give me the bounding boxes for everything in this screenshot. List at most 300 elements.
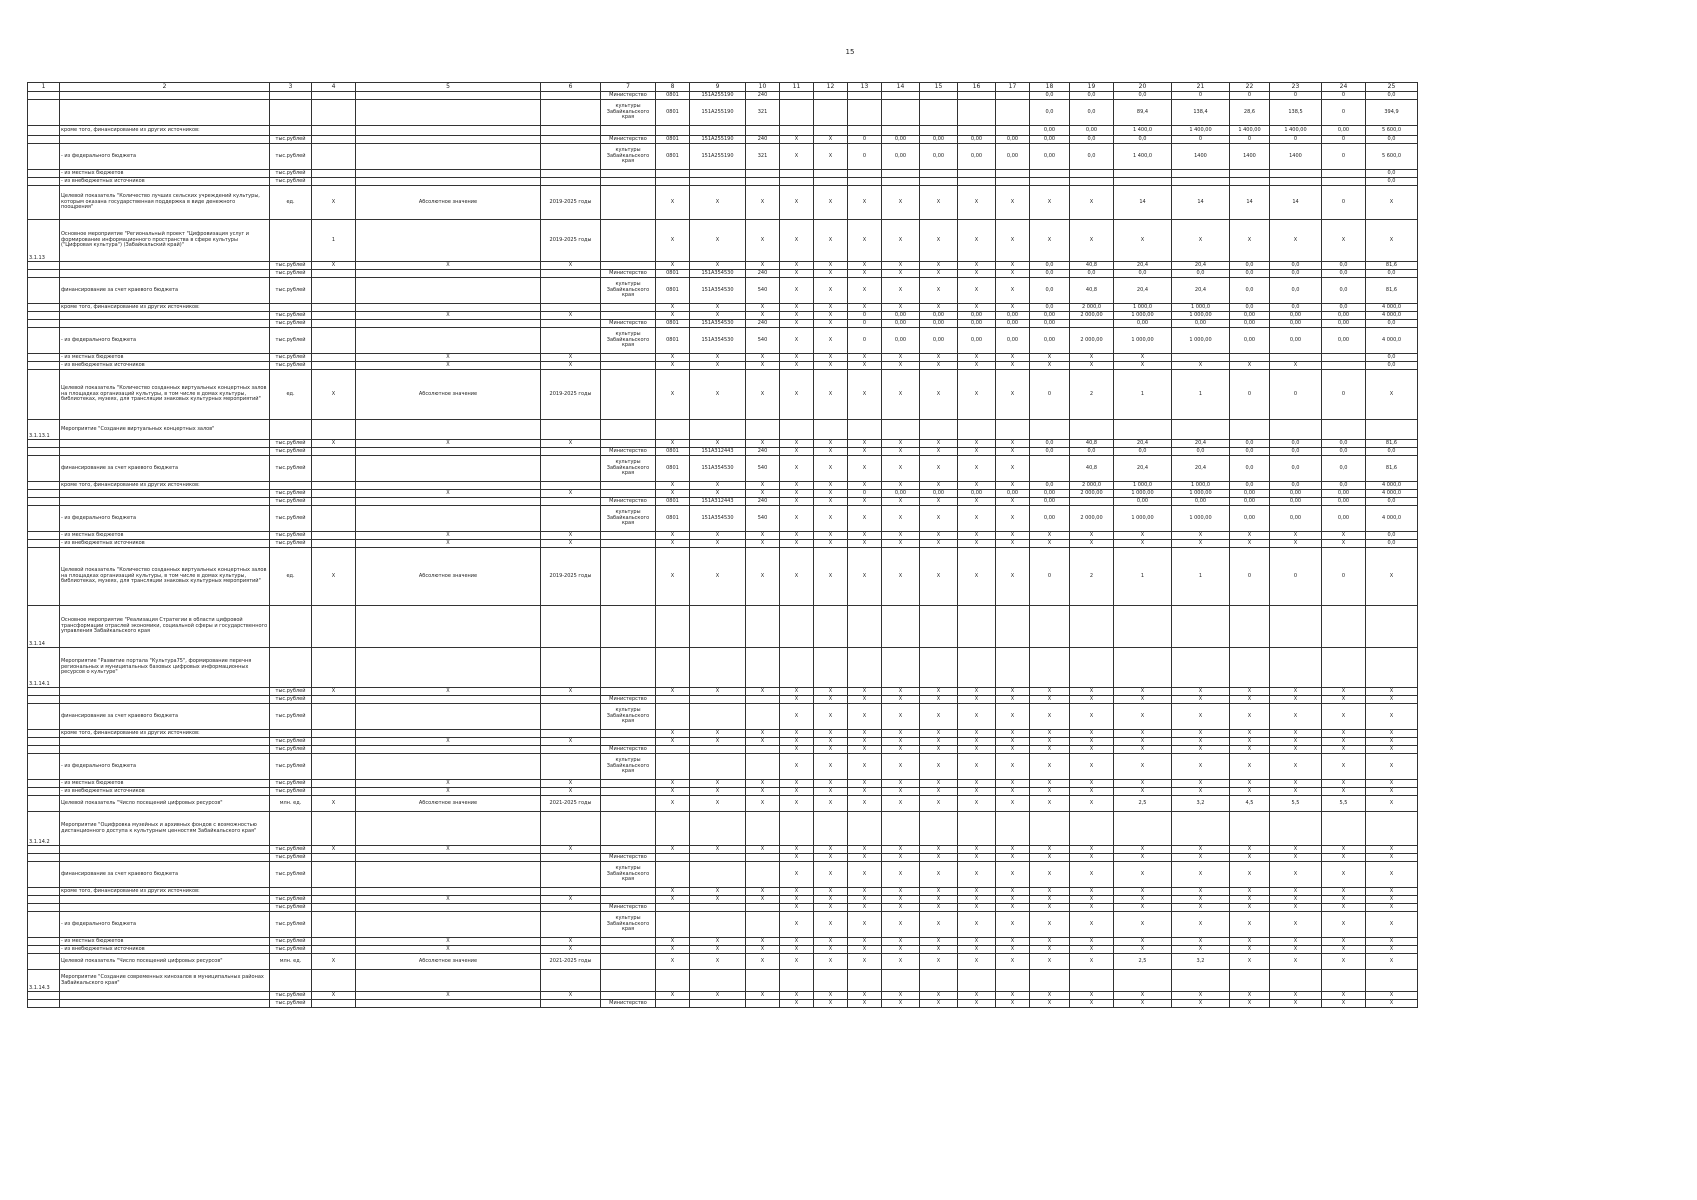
table-cell-col-5: Абсолютное значение [356, 954, 541, 970]
table-cell-col-6 [541, 854, 601, 862]
table-cell-col-6 [541, 904, 601, 912]
table-cell-col-14: Х [882, 754, 920, 780]
table-cell-col-13: Х [848, 498, 882, 506]
table-cell-col-8: Х [656, 548, 690, 606]
table-cell-col-2: - из федерального бюджета [60, 506, 270, 532]
table-cell-col-18: 0,00 [1030, 312, 1070, 320]
table-row [28, 846, 1418, 854]
table-row [28, 1000, 1418, 1008]
table-cell-col-12: Х [814, 738, 848, 746]
table-cell-col-23 [1270, 812, 1322, 846]
table-cell-col-21: Х [1172, 754, 1230, 780]
table-cell-col-1: 3.1.14.2 [28, 812, 60, 846]
table-cell-col-14: 0,00 [882, 312, 920, 320]
table-cell-col-15 [920, 126, 958, 136]
table-cell-col-10: Х [746, 312, 780, 320]
table-cell-col-12: Х [814, 992, 848, 1000]
table-cell-col-6: 2019-2025 годы [541, 220, 601, 262]
table-cell-col-6 [541, 100, 601, 126]
table-cell-col-3: тыс.рублей [270, 704, 312, 730]
table-cell-col-2: - из местных бюджетов [60, 354, 270, 362]
table-cell-col-3 [270, 648, 312, 688]
table-cell-col-5 [356, 506, 541, 532]
table-cell-col-6: 2019-2025 годы [541, 186, 601, 220]
table-cell-col-10: 321 [746, 100, 780, 126]
table-cell-col-15: Х [920, 696, 958, 704]
table-cell-col-2: Мероприятие "Создание современных кинозалов в муниципальных районах Забайкальского края" [60, 970, 270, 992]
table-cell-col-18: 0,0 [1030, 262, 1070, 270]
table-cell-col-3: тыс.рублей [270, 788, 312, 796]
table-cell-col-7 [601, 312, 656, 320]
table-cell-col-6: Х [541, 946, 601, 954]
table-cell-col-21: 1400 [1172, 144, 1230, 170]
table-cell-col-14: Х [882, 780, 920, 788]
table-cell-col-19 [1070, 170, 1114, 178]
table-cell-col-6 [541, 862, 601, 888]
table-cell-col-18: 0,0 [1030, 278, 1070, 304]
table-cell-col-20: Х [1114, 896, 1172, 904]
table-cell-col-13: Х [848, 456, 882, 482]
table-cell-col-5 [356, 754, 541, 780]
table-cell-col-21: 1 400,00 [1172, 126, 1230, 136]
table-cell-col-21: 0,0 [1172, 270, 1230, 278]
table-cell-col-21: Х [1172, 788, 1230, 796]
table-cell-col-25: Х [1366, 938, 1418, 946]
table-row [28, 954, 1418, 970]
table-cell-col-6 [541, 498, 601, 506]
table-cell-col-17: Х [996, 738, 1030, 746]
table-cell-col-22: Х [1230, 780, 1270, 788]
table-cell-col-10 [746, 1000, 780, 1008]
table-cell-col-15: Х [920, 354, 958, 362]
table-cell-col-1 [28, 186, 60, 220]
table-cell-col-23: 0,00 [1270, 490, 1322, 498]
table-cell-col-13: Х [848, 854, 882, 862]
table-cell-col-20: Х [1114, 854, 1172, 862]
table-cell-col-3: тыс.рублей [270, 696, 312, 704]
table-cell-col-12: Х [814, 506, 848, 532]
table-cell-col-5 [356, 278, 541, 304]
table-cell-col-23: Х [1270, 888, 1322, 896]
table-cell-col-13 [848, 170, 882, 178]
table-cell-col-6: Х [541, 788, 601, 796]
table-cell-col-20: 20,4 [1114, 440, 1172, 448]
table-cell-col-19: Х [1070, 754, 1114, 780]
table-cell-col-21: Х [1172, 540, 1230, 548]
table-cell-col-18: 0,0 [1030, 448, 1070, 456]
table-cell-col-20: Х [1114, 540, 1172, 548]
table-cell-col-6 [541, 888, 601, 896]
table-cell-col-1 [28, 730, 60, 738]
table-cell-col-4 [312, 170, 356, 178]
table-cell-col-9 [690, 754, 746, 780]
table-cell-col-16: Х [958, 262, 996, 270]
table-cell-col-5 [356, 92, 541, 100]
table-cell-col-22 [1230, 648, 1270, 688]
table-cell-col-9 [690, 862, 746, 888]
table-cell-col-25: 0,0 [1366, 92, 1418, 100]
table-cell-col-1: 3.1.14.3 [28, 970, 60, 992]
table-cell-col-21: Х [1172, 730, 1230, 738]
table-cell-col-10: 540 [746, 328, 780, 354]
table-cell-col-7 [601, 178, 656, 186]
table-cell-col-9: Х [690, 688, 746, 696]
table-cell-col-23: 1400 [1270, 144, 1322, 170]
table-cell-col-5 [356, 730, 541, 738]
table-cell-col-12: Х [814, 328, 848, 354]
table-cell-col-16: Х [958, 448, 996, 456]
table-cell-col-1 [28, 498, 60, 506]
table-cell-col-4 [312, 746, 356, 754]
table-cell-col-16: 0,00 [958, 320, 996, 328]
table-cell-col-8: 0801 [656, 448, 690, 456]
table-cell-col-16 [958, 170, 996, 178]
table-cell-col-19: 40,8 [1070, 440, 1114, 448]
table-cell-col-2: - из федерального бюджета [60, 328, 270, 354]
table-cell-col-8: Х [656, 796, 690, 812]
header-row [28, 83, 1418, 92]
table-cell-col-17: 0,00 [996, 320, 1030, 328]
table-cell-col-18 [1030, 970, 1070, 992]
column-header-1: 1 [28, 83, 60, 92]
table-cell-col-13: Х [848, 540, 882, 548]
table-cell-col-2 [60, 904, 270, 912]
table-cell-col-2: финансирование за счет краевого бюджета [60, 456, 270, 482]
table-cell-col-20: 0,00 [1114, 498, 1172, 506]
table-cell-col-7: культуры Забайкальского края [601, 862, 656, 888]
table-cell-col-3: тыс.рублей [270, 136, 312, 144]
table-cell-col-8: 0801 [656, 270, 690, 278]
table-cell-col-18: Х [1030, 532, 1070, 540]
table-cell-col-17 [996, 812, 1030, 846]
table-cell-col-13: Х [848, 992, 882, 1000]
table-cell-col-11 [780, 126, 814, 136]
table-cell-col-25: Х [1366, 754, 1418, 780]
table-cell-col-21: 1 000,00 [1172, 490, 1230, 498]
table-cell-col-11: Х [780, 312, 814, 320]
table-cell-col-6 [541, 746, 601, 754]
table-cell-col-4 [312, 532, 356, 540]
table-cell-col-5: Х [356, 440, 541, 448]
table-cell-col-10 [746, 912, 780, 938]
table-cell-col-1 [28, 92, 60, 100]
table-cell-col-19: 40,8 [1070, 278, 1114, 304]
table-cell-col-15: Х [920, 730, 958, 738]
table-cell-col-20: Х [1114, 362, 1172, 370]
table-cell-col-13: Х [848, 262, 882, 270]
table-cell-col-13: 0 [848, 490, 882, 498]
table-cell-col-15: Х [920, 262, 958, 270]
table-cell-col-5 [356, 320, 541, 328]
table-cell-col-14: Х [882, 440, 920, 448]
table-cell-col-23 [1270, 420, 1322, 440]
table-cell-col-24: Х [1322, 738, 1366, 746]
table-cell-col-18: Х [1030, 688, 1070, 696]
table-cell-col-15: Х [920, 220, 958, 262]
table-cell-col-15: Х [920, 888, 958, 896]
table-cell-col-9: 151А255190 [690, 92, 746, 100]
table-cell-col-10: Х [746, 992, 780, 1000]
table-cell-col-7 [601, 186, 656, 220]
table-cell-col-2 [60, 854, 270, 862]
table-cell-col-18: 0,00 [1030, 498, 1070, 506]
table-cell-col-24 [1322, 170, 1366, 178]
table-cell-col-8: 0801 [656, 136, 690, 144]
table-cell-col-22: Х [1230, 362, 1270, 370]
table-cell-col-11 [780, 92, 814, 100]
table-cell-col-12: Х [814, 540, 848, 548]
table-cell-col-15: Х [920, 862, 958, 888]
table-cell-col-3 [270, 970, 312, 992]
table-cell-col-19: Х [1070, 746, 1114, 754]
table-cell-col-3: тыс.рублей [270, 1000, 312, 1008]
table-row [28, 704, 1418, 730]
table-cell-col-11: Х [780, 136, 814, 144]
table-cell-col-7: Министерство [601, 746, 656, 754]
table-cell-col-2 [60, 696, 270, 704]
table-cell-col-11: Х [780, 304, 814, 312]
table-cell-col-15: Х [920, 938, 958, 946]
table-cell-col-9 [690, 420, 746, 440]
table-cell-col-8: Х [656, 312, 690, 320]
table-cell-col-24: Х [1322, 862, 1366, 888]
table-cell-col-4: Х [312, 796, 356, 812]
table-cell-col-8 [656, 126, 690, 136]
table-cell-col-3: ед. [270, 186, 312, 220]
table-cell-col-3: тыс.рублей [270, 946, 312, 954]
table-cell-col-22: Х [1230, 912, 1270, 938]
table-cell-col-13 [848, 606, 882, 648]
table-cell-col-11: Х [780, 992, 814, 1000]
table-cell-col-11 [780, 178, 814, 186]
table-cell-col-6: 2021-2025 годы [541, 954, 601, 970]
table-cell-col-6 [541, 92, 601, 100]
table-cell-col-22: Х [1230, 704, 1270, 730]
table-row [28, 420, 1418, 440]
table-cell-col-25: 0,0 [1366, 178, 1418, 186]
table-cell-col-20: Х [1114, 912, 1172, 938]
table-cell-col-23: 0,0 [1270, 278, 1322, 304]
table-cell-col-9: Х [690, 788, 746, 796]
table-cell-col-13: Х [848, 946, 882, 954]
table-cell-col-18: Х [1030, 730, 1070, 738]
table-cell-col-4 [312, 704, 356, 730]
table-cell-col-15: Х [920, 498, 958, 506]
table-row [28, 490, 1418, 498]
table-cell-col-14: 0,00 [882, 328, 920, 354]
table-cell-col-4 [312, 696, 356, 704]
table-cell-col-20: 89,4 [1114, 100, 1172, 126]
table-cell-col-4: Х [312, 440, 356, 448]
table-cell-col-22: 0,0 [1230, 482, 1270, 490]
table-cell-col-21: 138,4 [1172, 100, 1230, 126]
table-cell-col-2: Основное мероприятие "Региональный проект "Цифровизация услуг и формирование информационного пространства в сфере культуры ("Цифровая культура") (Забайкальский край)" [60, 220, 270, 262]
table-cell-col-9 [690, 854, 746, 862]
table-cell-col-5: Х [356, 312, 541, 320]
table-cell-col-7: культуры Забайкальского края [601, 100, 656, 126]
table-cell-col-11: Х [780, 186, 814, 220]
table-cell-col-14: Х [882, 548, 920, 606]
table-cell-col-2 [60, 490, 270, 498]
table-cell-col-3: тыс.рублей [270, 270, 312, 278]
table-cell-col-22: 0,00 [1230, 490, 1270, 498]
table-cell-col-9: 151А255190 [690, 144, 746, 170]
table-cell-col-24: 0,0 [1322, 440, 1366, 448]
table-cell-col-18: 0,0 [1030, 304, 1070, 312]
table-cell-col-11: Х [780, 688, 814, 696]
table-cell-col-2 [60, 270, 270, 278]
program-table-container [27, 82, 1418, 1008]
table-cell-col-4 [312, 278, 356, 304]
table-cell-col-16: Х [958, 362, 996, 370]
table-cell-col-2: финансирование за счет краевого бюджета [60, 704, 270, 730]
table-cell-col-22: 0,0 [1230, 304, 1270, 312]
table-cell-col-24 [1322, 362, 1366, 370]
table-cell-col-16: Х [958, 498, 996, 506]
table-cell-col-13 [848, 648, 882, 688]
table-cell-col-20: 1 400,0 [1114, 126, 1172, 136]
table-cell-col-6 [541, 304, 601, 312]
table-cell-col-16: Х [958, 846, 996, 854]
table-cell-col-15: 0,00 [920, 320, 958, 328]
table-cell-col-3 [270, 888, 312, 896]
table-cell-col-16: Х [958, 354, 996, 362]
table-cell-col-16: Х [958, 548, 996, 606]
table-cell-col-2: Мероприятие "Развитие портала "Культура75", формирование перечня региональных и муниципальных базовых цифровых информационных ресурсов о культуре" [60, 648, 270, 688]
table-cell-col-15: Х [920, 270, 958, 278]
table-cell-col-5: Х [356, 362, 541, 370]
table-cell-col-14 [882, 970, 920, 992]
table-cell-col-18: Х [1030, 992, 1070, 1000]
table-cell-col-14 [882, 178, 920, 186]
table-cell-col-4 [312, 780, 356, 788]
table-cell-col-24: Х [1322, 696, 1366, 704]
table-cell-col-6 [541, 144, 601, 170]
table-cell-col-6 [541, 126, 601, 136]
table-cell-col-1: 3.1.14 [28, 606, 60, 648]
table-cell-col-14: 0,00 [882, 320, 920, 328]
table-cell-col-16: Х [958, 506, 996, 532]
table-cell-col-19: Х [1070, 854, 1114, 862]
table-row [28, 970, 1418, 992]
column-header-16: 16 [958, 83, 996, 92]
table-cell-col-11: Х [780, 754, 814, 780]
table-cell-col-4 [312, 912, 356, 938]
table-cell-col-2: финансирование за счет краевого бюджета [60, 862, 270, 888]
table-cell-col-12: Х [814, 362, 848, 370]
table-cell-col-19: 40,8 [1070, 262, 1114, 270]
table-cell-col-2: - из внебюджетных источников [60, 946, 270, 954]
table-cell-col-19 [1070, 970, 1114, 992]
table-cell-col-20: 1 000,0 [1114, 482, 1172, 490]
table-cell-col-17: Х [996, 696, 1030, 704]
table-cell-col-7 [601, 440, 656, 448]
table-cell-col-4 [312, 862, 356, 888]
table-cell-col-16 [958, 812, 996, 846]
table-cell-col-5 [356, 648, 541, 688]
table-cell-col-18: Х [1030, 896, 1070, 904]
table-cell-col-14: Х [882, 846, 920, 854]
table-cell-col-3: тыс.рублей [270, 178, 312, 186]
table-cell-col-8: Х [656, 896, 690, 904]
table-cell-col-4: Х [312, 954, 356, 970]
table-cell-col-14: Х [882, 278, 920, 304]
table-cell-col-9: Х [690, 220, 746, 262]
table-cell-col-19: 0,0 [1070, 136, 1114, 144]
table-cell-col-10 [746, 170, 780, 178]
table-cell-col-20 [1114, 178, 1172, 186]
table-cell-col-5 [356, 812, 541, 846]
table-cell-col-24: 0 [1322, 92, 1366, 100]
table-cell-col-7 [601, 946, 656, 954]
table-cell-col-4 [312, 888, 356, 896]
table-cell-col-1 [28, 688, 60, 696]
table-cell-col-3 [270, 482, 312, 490]
table-cell-col-22: 14 [1230, 186, 1270, 220]
table-cell-col-10: Х [746, 780, 780, 788]
table-row [28, 992, 1418, 1000]
table-cell-col-1 [28, 144, 60, 170]
table-cell-col-18: 0 [1030, 370, 1070, 420]
table-cell-col-15 [920, 606, 958, 648]
table-cell-col-14: Х [882, 746, 920, 754]
table-cell-col-25: 0,0 [1366, 448, 1418, 456]
table-cell-col-1 [28, 696, 60, 704]
table-cell-col-2: - из местных бюджетов [60, 532, 270, 540]
table-cell-col-15 [920, 178, 958, 186]
table-cell-col-15: Х [920, 370, 958, 420]
table-cell-col-3: тыс.рублей [270, 328, 312, 354]
table-cell-col-18: 0,00 [1030, 320, 1070, 328]
table-cell-col-21: 1 [1172, 548, 1230, 606]
table-cell-col-8: 0801 [656, 456, 690, 482]
table-cell-col-7: культуры Забайкальского края [601, 912, 656, 938]
table-cell-col-20: 1 [1114, 548, 1172, 606]
table-cell-col-18: Х [1030, 704, 1070, 730]
table-cell-col-21: 3,2 [1172, 954, 1230, 970]
table-cell-col-19: Х [1070, 796, 1114, 812]
table-cell-col-21: Х [1172, 846, 1230, 854]
table-cell-col-8 [656, 648, 690, 688]
table-cell-col-6 [541, 812, 601, 846]
table-cell-col-20: Х [1114, 220, 1172, 262]
table-cell-col-12: Х [814, 704, 848, 730]
table-cell-col-2: Целевой показатель "Число посещений цифровых ресурсов" [60, 796, 270, 812]
table-cell-col-23: Х [1270, 938, 1322, 946]
table-cell-col-4: Х [312, 186, 356, 220]
table-cell-col-21: Х [1172, 220, 1230, 262]
table-cell-col-13 [848, 420, 882, 440]
table-cell-col-22: 0,0 [1230, 456, 1270, 482]
table-cell-col-10: Х [746, 846, 780, 854]
table-cell-col-1 [28, 170, 60, 178]
table-cell-col-7: культуры Забайкальского края [601, 456, 656, 482]
table-cell-col-2 [60, 1000, 270, 1008]
table-cell-col-13: Х [848, 896, 882, 904]
table-cell-col-21: Х [1172, 780, 1230, 788]
table-cell-col-15 [920, 812, 958, 846]
table-cell-col-4 [312, 178, 356, 186]
table-cell-col-17: Х [996, 270, 1030, 278]
table-cell-col-9: Х [690, 186, 746, 220]
table-cell-col-12 [814, 92, 848, 100]
table-cell-col-23: 0 [1270, 136, 1322, 144]
table-cell-col-7 [601, 648, 656, 688]
table-cell-col-4 [312, 738, 356, 746]
table-cell-col-13: 0 [848, 144, 882, 170]
table-cell-col-6 [541, 606, 601, 648]
table-cell-col-22: 0,00 [1230, 498, 1270, 506]
